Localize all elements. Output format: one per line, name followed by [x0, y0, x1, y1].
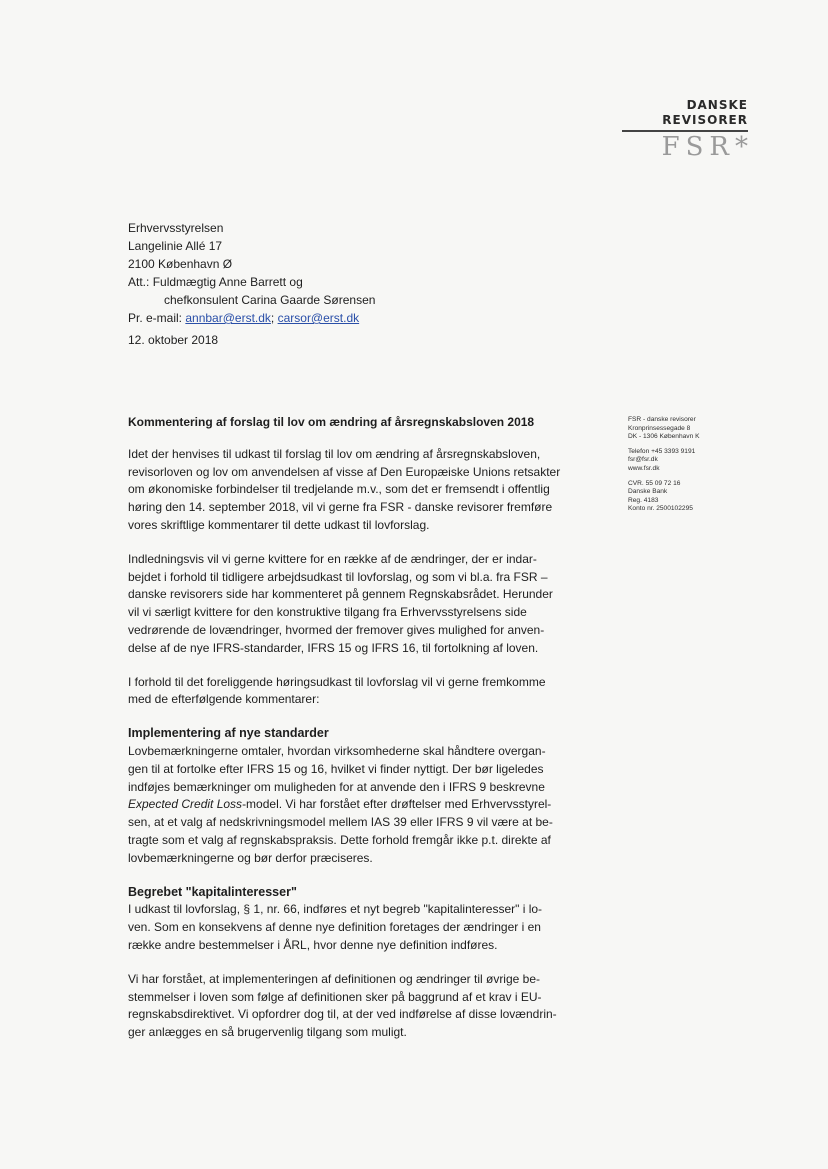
paragraph-line: høring den 14. september 2018, vil vi gerne fra FSR - danske revisorer fremføre	[128, 500, 553, 515]
paragraph-line: sen, at et valg af nedskrivningsmodel mellem IAS 39 eller IFRS 9 vil være at be-	[128, 815, 553, 830]
sender-city: DK - 1306 København K	[628, 433, 700, 441]
paragraph-intro	[128, 446, 598, 535]
email-link-annbar[interactable]: annbar@erst.dk	[185, 311, 271, 325]
logo-text-danske: DANSKE	[686, 98, 748, 112]
recipient-address	[128, 219, 375, 327]
recipient-name: Erhvervsstyrelsen	[128, 221, 224, 235]
paragraph-line: Idet der henvises til udkast til forslag til lov om ændring af årsregnskabsloven,	[128, 446, 541, 461]
paragraph-line: I forhold til det foreliggende høringsudkast til lovforslag vil vi gerne fremkomme	[128, 674, 546, 689]
paragraph-acknowledgement	[128, 551, 598, 658]
recipient-street: Langelinie Allé 17	[128, 239, 223, 253]
paragraph-line: vil vi særligt kvittere for den konstruktive tilgang fra Erhvervsstyrelsens side	[128, 605, 527, 620]
paragraph-line: ven. Som en konsekvens af denne nye definition foretages der ændringer i en	[128, 920, 541, 935]
paragraph-line: ger anlægges en så brugervenlig tilgang som muligt.	[128, 1025, 407, 1040]
section-implementation	[128, 725, 598, 867]
paragraph-comments-intro	[128, 674, 598, 710]
paragraph-line: om økonomiske forbindelser til tredjelande m.v., som det er fremsendt i offentlig	[128, 482, 550, 497]
sender-info-sidebar	[628, 416, 738, 520]
sender-email: fsr@fsr.dk	[628, 456, 658, 464]
sender-bank: Danske Bank	[628, 488, 668, 496]
fsr-logo	[600, 98, 760, 168]
paragraph-line-rest: -model. Vi har forstået efter drøftelser med Erhvervsstyrel-	[242, 797, 552, 812]
paragraph-line: vedrørende de lovændringer, hvormed der fremover gives mulighed for anven-	[128, 622, 545, 637]
paragraph-eu-directive	[128, 971, 598, 1042]
paragraph-line: danske revisorers side har kommenteret på gennem Regnskabsrådet. Herunder	[128, 587, 553, 602]
paragraph-line: vores skriftlige kommentarer til dette udkast til lovforslag.	[128, 517, 430, 532]
sender-bank-block	[628, 480, 738, 514]
paragraph-line: tragte som et valg af regnskabspraksis. Dette forhold fremgår ikke p.t. direkte af	[128, 832, 551, 847]
recipient-city: 2100 København Ø	[128, 257, 233, 271]
section-kapitalinteresser	[128, 884, 598, 955]
paragraph-line: Lovbemærkningerne omtaler, hvordan virksomhederne skal håndtere overgan-	[128, 743, 546, 758]
section-heading-kapitalinteresser: Begrebet "kapitalinteresser"	[128, 884, 297, 899]
logo-mark-fsr: FSR*	[661, 132, 754, 162]
paragraph-line: med de efterfølgende kommentarer:	[128, 692, 320, 707]
sender-cvr: CVR. 55 09 72 16	[628, 479, 681, 487]
email-link-carsor[interactable]: carsor@erst.dk	[277, 311, 360, 325]
sender-org: FSR - danske revisorer	[628, 416, 696, 423]
sender-account: Konto nr. 2500102295	[628, 505, 693, 513]
attention-person-1: Fuldmægtig Anne Barrett og	[152, 275, 303, 289]
email-label: Pr. e-mail:	[128, 311, 183, 325]
sender-street: Kronprinsessegade 8	[628, 424, 691, 432]
sender-website: www.fsr.dk	[628, 464, 660, 472]
paragraph-line: gen til at fortolke efter IFRS 15 og 16, hvilket vi finder nyttigt. Der bør ligeledes	[128, 761, 544, 776]
letter-subject: Kommentering af forslag til lov om ændring af årsregnskabsloven 2018	[128, 415, 535, 429]
attention-line	[128, 273, 375, 291]
paragraph-line	[128, 796, 598, 814]
sender-address-block	[628, 416, 738, 442]
paragraph-line: I udkast til lovforslag, § 1, nr. 66, indføres et nyt begreb "kapitalinteresser" i lo-	[128, 902, 543, 917]
letter-body	[128, 414, 598, 1058]
email-line	[128, 309, 375, 327]
paragraph-line: regnskabsdirektivet. Vi opfordrer dog til, at der ved indførelse af disse lovændrin-	[128, 1007, 557, 1022]
paragraph-line: bejdet i forhold til tidligere arbejdsudkast til lovforslag, og som vi bl.a. fra FSR –	[128, 569, 548, 584]
sender-reg: Reg. 4183	[628, 496, 659, 504]
paragraph-line: Vi har forstået, at implementeringen af definitionen og ændringer til øvrige be-	[128, 971, 541, 986]
section-heading-implementation: Implementering af nye standarder	[128, 726, 329, 741]
paragraph-line: delse af de nye IFRS-standarder, IFRS 15 og IFRS 16, til fortolkning af loven.	[128, 640, 539, 655]
logo-text-revisorer: REVISORER	[662, 113, 748, 127]
paragraph-line: lovbemærkningerne og bør derfor præciseres.	[128, 850, 373, 865]
paragraph-line: revisorloven og lov om anvendelsen af visse af Den Europæiske Unions retsakter	[128, 464, 561, 479]
paragraph-line: Indledningsvis vil vi gerne kvittere for en række af de ændringer, der er indar-	[128, 551, 537, 566]
sender-contact-block	[628, 448, 738, 474]
attention-label: Att.:	[128, 275, 150, 289]
email-separator: ;	[270, 311, 278, 325]
letter-date: 12. oktober 2018	[128, 333, 219, 347]
paragraph-line: række andre bestemmelser i ÅRL, hvor denne nye definition indføres.	[128, 937, 498, 952]
attention-person-2: chefkonsulent Carina Gaarde Sørensen	[164, 293, 376, 307]
sender-phone: Telefon +45 3393 9191	[628, 447, 696, 455]
paragraph-line: indføjes bemærkninger om muligheden for at anvende den i IFRS 9 beskrevne	[128, 779, 545, 794]
term-expected-credit-loss: Expected Credit Loss	[128, 797, 243, 812]
paragraph-line: stemmelser i loven som følge af definitionen sker på baggrund af et krav i EU-	[128, 989, 542, 1004]
